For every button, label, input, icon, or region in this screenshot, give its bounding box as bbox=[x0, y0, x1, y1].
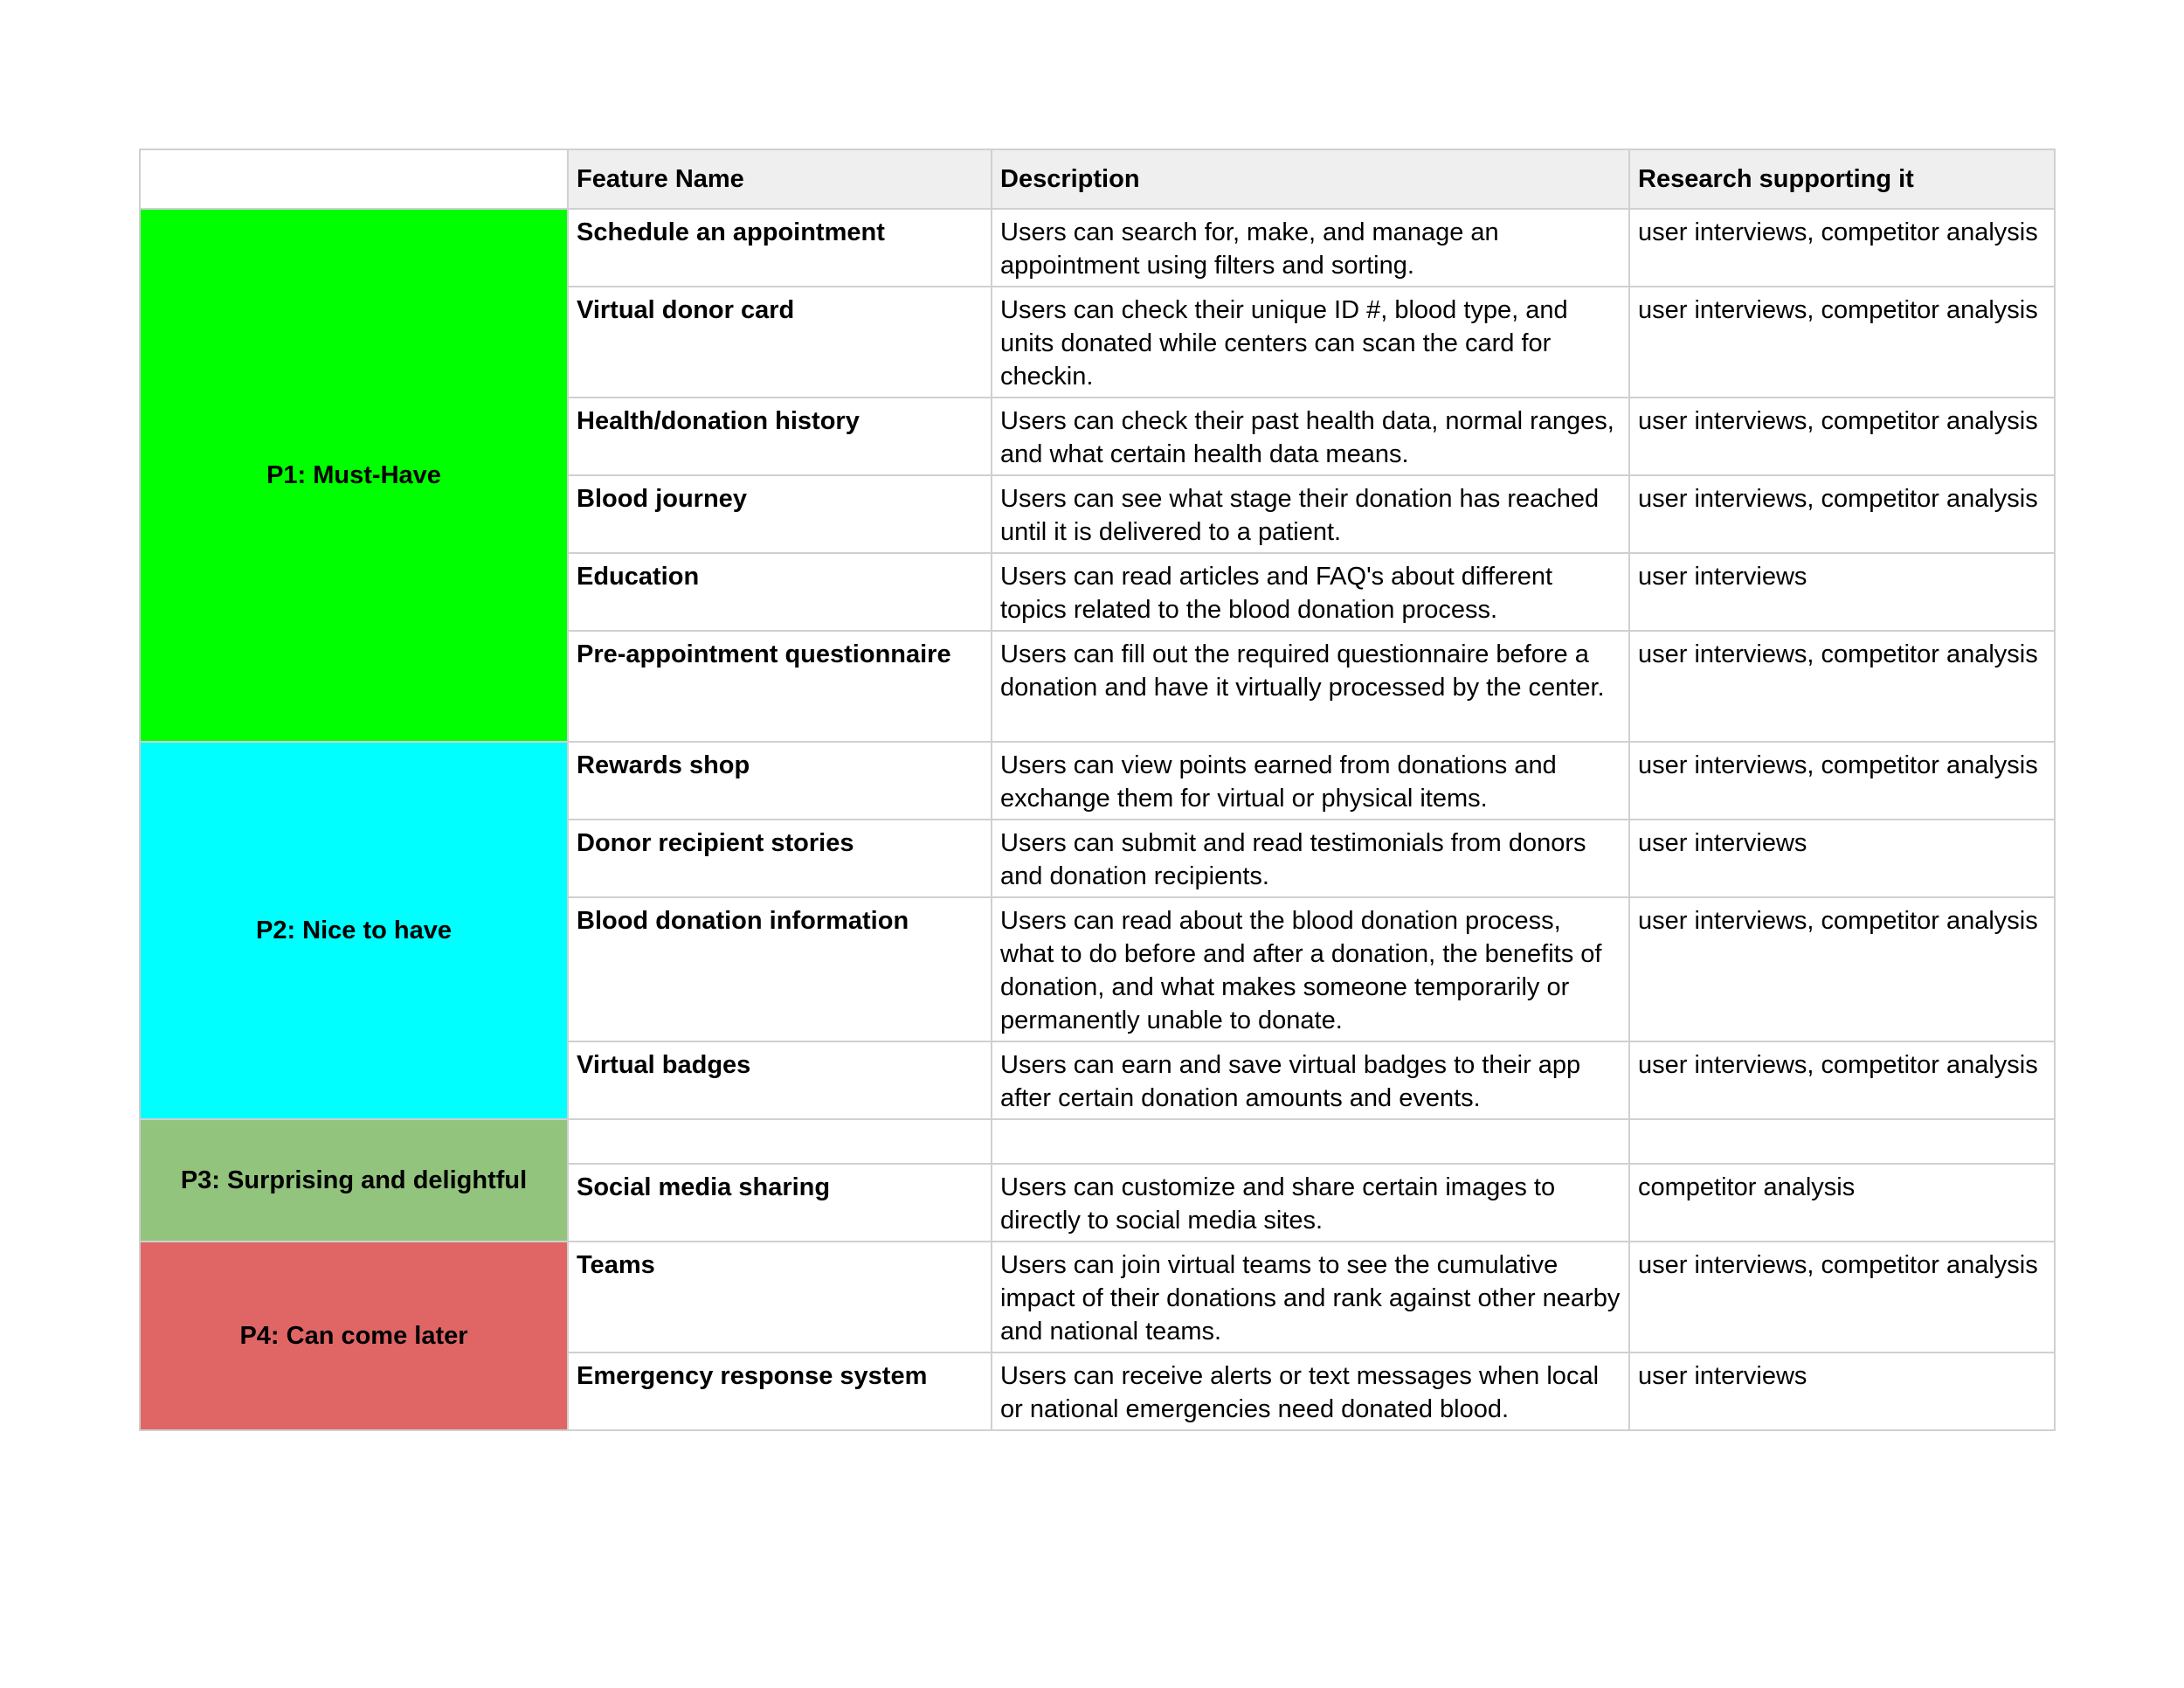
description-cell: Users can see what stage their donation has reached until it is delivered to a patient. bbox=[992, 475, 1629, 553]
research-cell: user interviews, competitor analysis bbox=[1629, 1041, 2055, 1119]
research-cell: user interviews, competitor analysis bbox=[1629, 1242, 2055, 1352]
header-row bbox=[140, 149, 2055, 209]
feature-name-cell: Donor recipient stories bbox=[568, 820, 992, 897]
description-cell: Users can view points earned from donations and exchange them for virtual or physical items. bbox=[992, 742, 1629, 820]
feature-name-cell: Blood journey bbox=[568, 475, 992, 553]
research-cell: user interviews, competitor analysis bbox=[1629, 631, 2055, 742]
description-cell: Users can earn and save virtual badges to their app after certain donation amounts and events. bbox=[992, 1041, 1629, 1119]
priority-cell-p1: P1: Must-Have bbox=[140, 209, 568, 742]
feature-name-cell: Blood donation information bbox=[568, 897, 992, 1041]
feature-name-cell bbox=[568, 1119, 992, 1164]
research-cell: user interviews bbox=[1629, 553, 2055, 631]
feature-name-cell: Social media sharing bbox=[568, 1164, 992, 1242]
description-cell: Users can read articles and FAQ's about different topics related to the blood donation process. bbox=[992, 553, 1629, 631]
research-cell: user interviews, competitor analysis bbox=[1629, 398, 2055, 475]
feature-name-cell: Virtual badges bbox=[568, 1041, 992, 1119]
research-cell: user interviews, competitor analysis bbox=[1629, 209, 2055, 287]
description-cell: Users can receive alerts or text messages when local or national emergencies need donated blood. bbox=[992, 1352, 1629, 1430]
research-cell: user interviews, competitor analysis bbox=[1629, 287, 2055, 398]
feature-name-cell: Emergency response system bbox=[568, 1352, 992, 1430]
table-row-empty bbox=[140, 1119, 2055, 1164]
priority-cell-p3: P3: Surprising and delightful bbox=[140, 1119, 568, 1242]
description-cell: Users can read about the blood donation process, what to do before and after a donation, the benefits of donation, and what makes someone temporarily or permanently unable to donate. bbox=[992, 897, 1629, 1041]
header-description: Description bbox=[992, 149, 1629, 209]
description-cell: Users can search for, make, and manage an appointment using filters and sorting. bbox=[992, 209, 1629, 287]
table-row bbox=[140, 209, 2055, 287]
description-cell: Users can customize and share certain images to directly to social media sites. bbox=[992, 1164, 1629, 1242]
feature-name-cell: Teams bbox=[568, 1242, 992, 1352]
feature-name-cell: Education bbox=[568, 553, 992, 631]
feature-name-cell: Pre-appointment questionnaire bbox=[568, 631, 992, 742]
header-research: Research supporting it bbox=[1629, 149, 2055, 209]
feature-name-cell: Health/donation history bbox=[568, 398, 992, 475]
description-cell: Users can join virtual teams to see the cumulative impact of their donations and rank against other nearby and national teams. bbox=[992, 1242, 1629, 1352]
description-cell: Users can check their unique ID #, blood type, and units donated while centers can scan the card for checkin. bbox=[992, 287, 1629, 398]
description-cell: Users can submit and read testimonials from donors and donation recipients. bbox=[992, 820, 1629, 897]
research-cell: user interviews bbox=[1629, 820, 2055, 897]
research-cell: user interviews, competitor analysis bbox=[1629, 742, 2055, 820]
feature-name-cell: Virtual donor card bbox=[568, 287, 992, 398]
header-feature-name: Feature Name bbox=[568, 149, 992, 209]
table-row bbox=[140, 742, 2055, 820]
feature-priority-table bbox=[139, 149, 2056, 1431]
description-cell bbox=[992, 1119, 1629, 1164]
research-cell: user interviews, competitor analysis bbox=[1629, 475, 2055, 553]
research-cell bbox=[1629, 1119, 2055, 1164]
description-cell: Users can fill out the required questionnaire before a donation and have it virtually processed by the center. bbox=[992, 631, 1629, 742]
feature-name-cell: Rewards shop bbox=[568, 742, 992, 820]
description-cell: Users can check their past health data, normal ranges, and what certain health data means. bbox=[992, 398, 1629, 475]
feature-name-cell: Schedule an appointment bbox=[568, 209, 992, 287]
research-cell: user interviews, competitor analysis bbox=[1629, 897, 2055, 1041]
header-corner-cell bbox=[140, 149, 568, 209]
table-row bbox=[140, 1242, 2055, 1352]
research-cell: user interviews bbox=[1629, 1352, 2055, 1430]
research-cell: competitor analysis bbox=[1629, 1164, 2055, 1242]
priority-cell-p4: P4: Can come later bbox=[140, 1242, 568, 1430]
priority-cell-p2: P2: Nice to have bbox=[140, 742, 568, 1119]
